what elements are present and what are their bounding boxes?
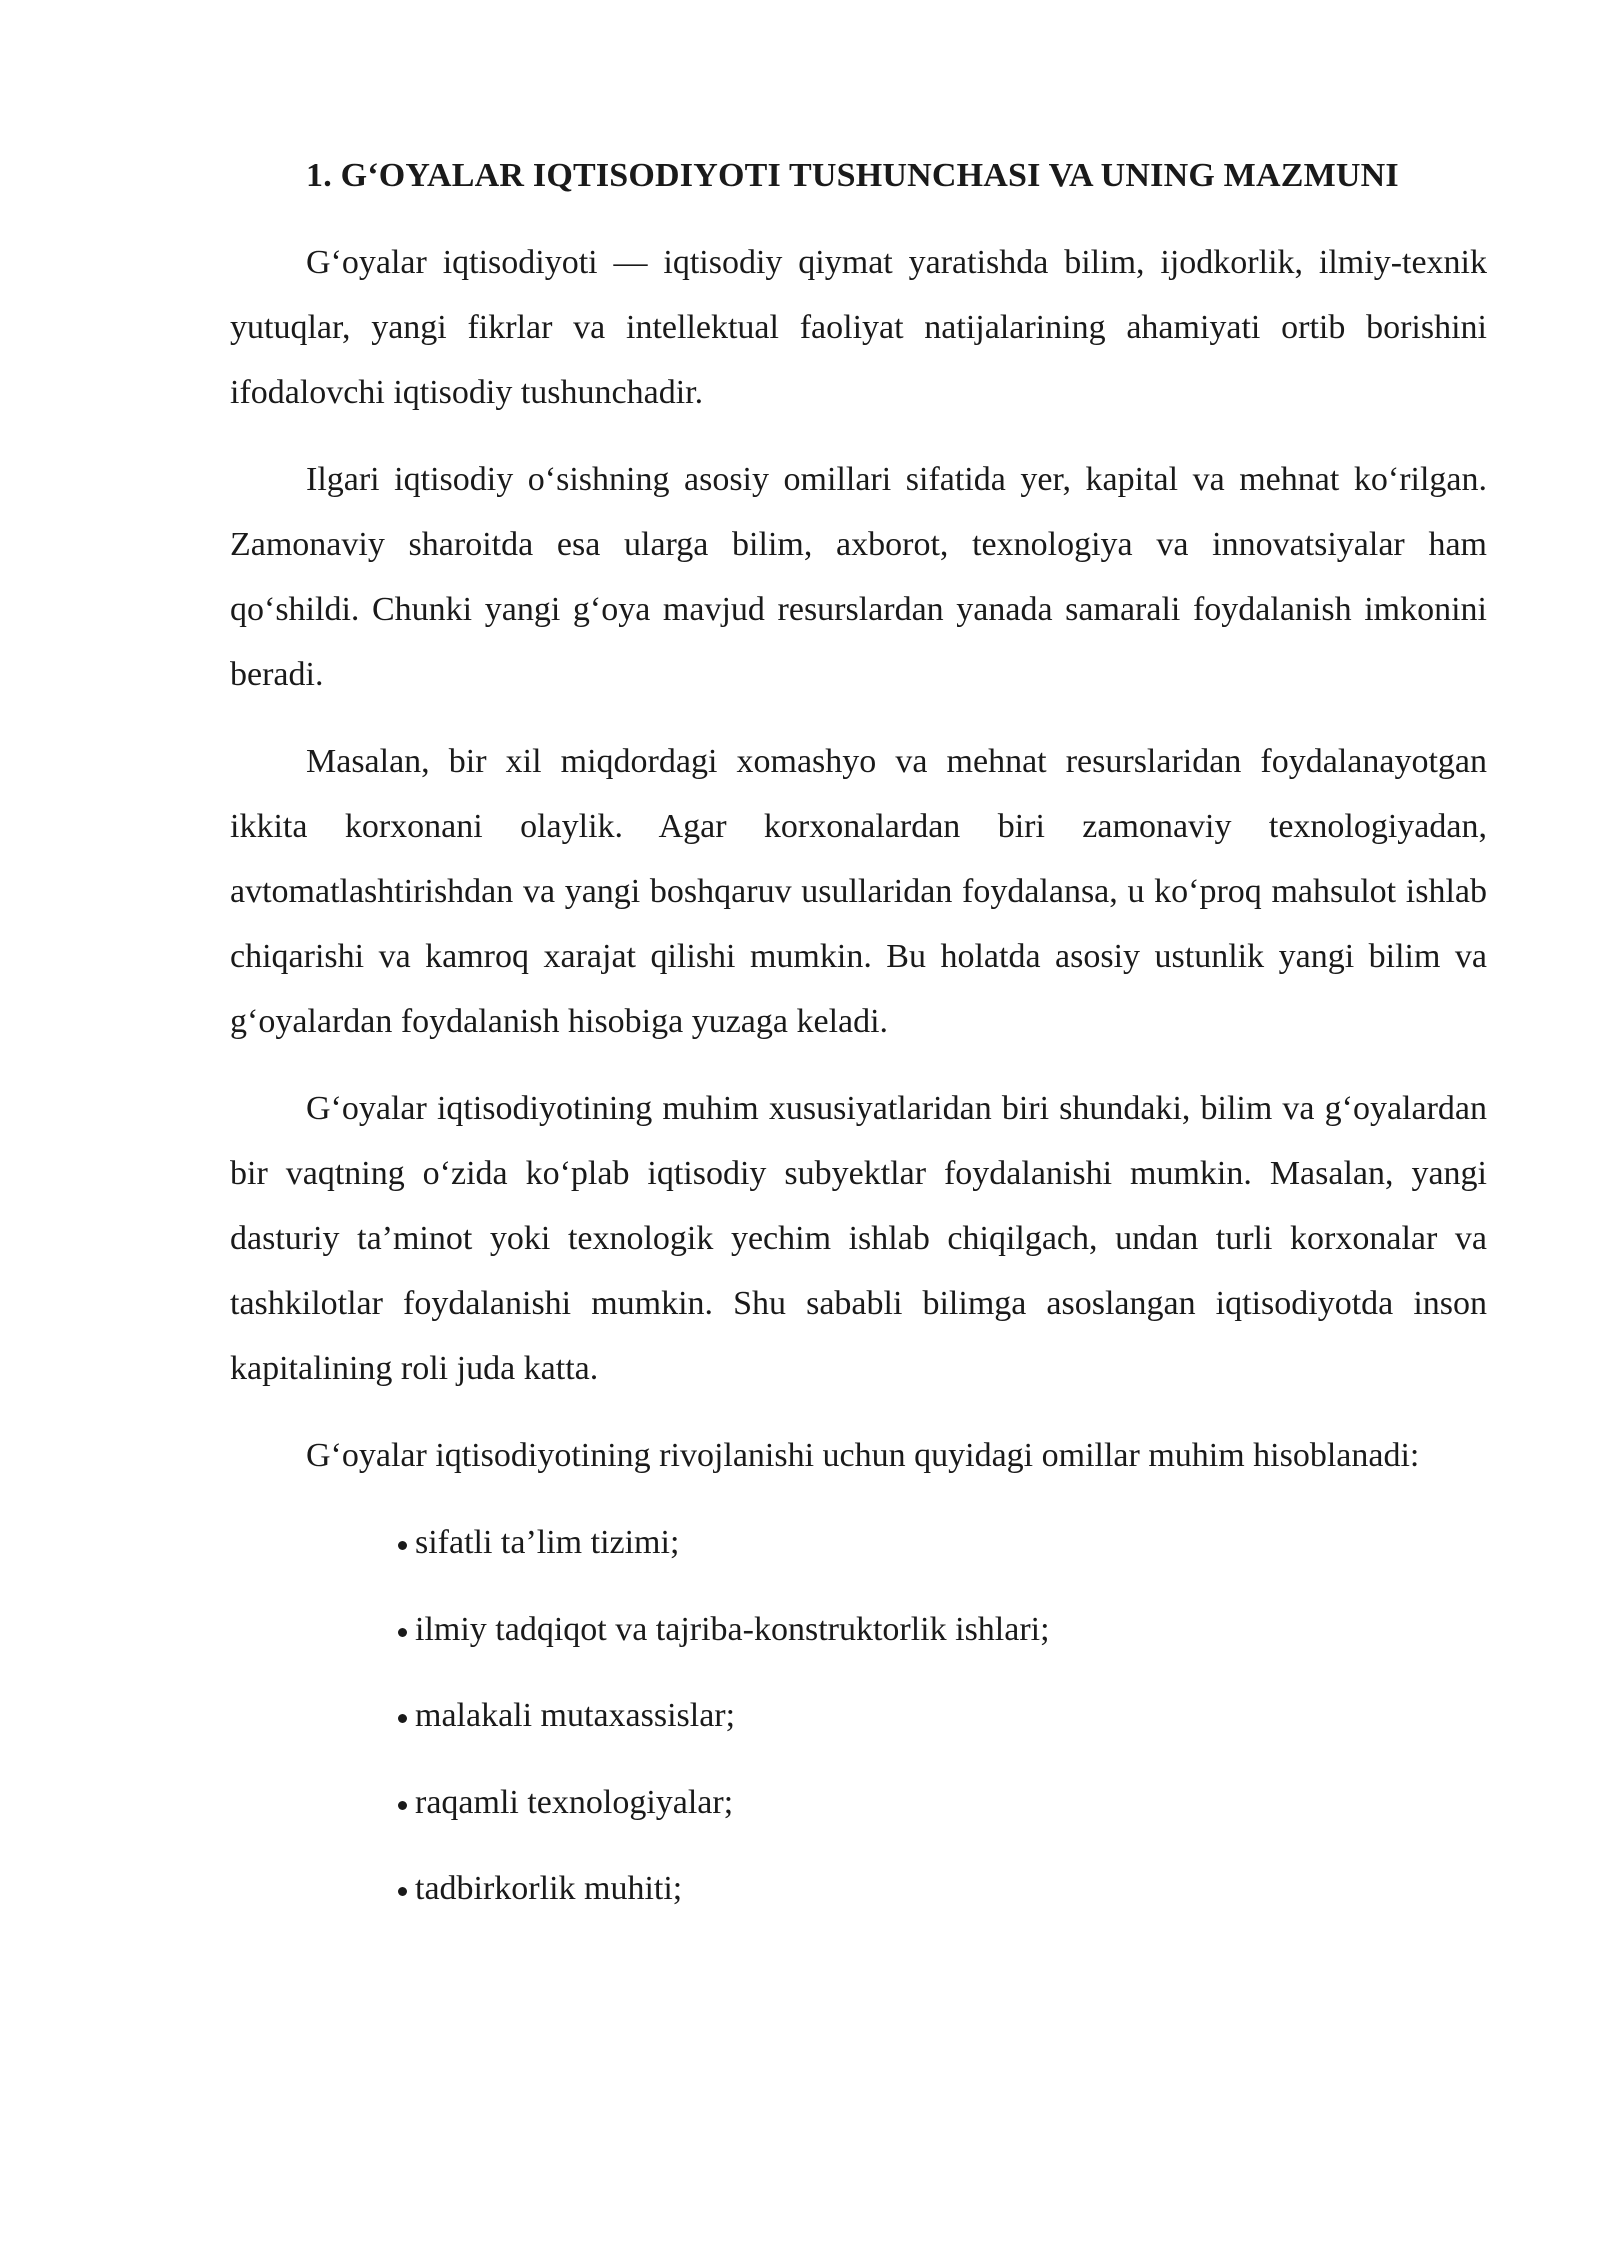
paragraph-list-intro: G‘oyalar iqtisodiyotining rivojlanishi uchun quyidagi omillar muhim hisoblanadi: bbox=[306, 1437, 1420, 1474]
document-page bbox=[230, 143, 1487, 1943]
list-item bbox=[398, 1683, 1487, 1748]
paragraph-definition: G‘oyalar iqtisodiyoti — iqtisodiy qiymat yaratishda bilim, ijodkorlik, ilmiy-texnik yutuqlar, yangi fikrlar va intellektual faoliyat natijalarining ahamiyati ortib borishini ifodalovchi iqtisodiy tushunchadir. bbox=[230, 244, 1487, 411]
list-item bbox=[398, 1510, 1487, 1575]
list-item bbox=[398, 1770, 1487, 1835]
list-item bbox=[398, 1856, 1487, 1921]
paragraph-shared-knowledge: G‘oyalar iqtisodiyotining muhim xususiyatlaridan biri shundaki, bilim va g‘oyalardan bir vaqtning o‘zida ko‘plab iqtisodiy subyektlar foydalanishi mumkin. Masalan, yangi dasturiy ta’minot yoki texnologik yechim ishlab chiqilgach, undan turli korxonalar va tashkilotlar foydalanishi mumkin. Shu sababli bilimga asoslangan iqtisodiyotda inson kapitalining roli juda katta. bbox=[230, 1090, 1487, 1387]
list-item-text: tadbirkorlik muhiti; bbox=[415, 1870, 683, 1907]
list-item-text: malakali mutaxassislar; bbox=[415, 1697, 736, 1734]
bullet-icon bbox=[398, 1887, 407, 1896]
list-item-text: ilmiy tadqiqot va tajriba-konstruktorlik ishlari; bbox=[415, 1610, 1050, 1648]
section-heading: 1. G‘OYALAR IQTISODIYOTI TUSHUNCHASI VA UNING MAZMUNI bbox=[306, 157, 1399, 194]
factor-list bbox=[230, 1510, 1487, 1921]
bullet-icon bbox=[398, 1541, 407, 1550]
list-item bbox=[398, 1597, 1487, 1662]
bullet-icon bbox=[398, 1801, 407, 1810]
bullet-icon bbox=[398, 1714, 407, 1723]
paragraph-growth-factors: Ilgari iqtisodiy o‘sishning asosiy omillari sifatida yer, kapital va mehnat ko‘rilgan. Zamonaviy sharoitda esa ularga bilim, axborot, texnologiya va innovatsiyalar ham qo‘shildi. Chunki yangi g‘oya mavjud resurslardan yanada samarali foydalanish imkonini beradi. bbox=[230, 461, 1487, 693]
paragraph-example: Masalan, bir xil miqdordagi xomashyo va mehnat resurslaridan foydalanayotgan ikkita korxonani olaylik. Agar korxonalardan biri zamonaviy texnologiyadan, avtomatlashtirishdan va yangi boshqaruv usullaridan foydalansa, u ko‘proq mahsulot ishlab chiqarishi va kamroq xarajat qilishi mumkin. Bu holatda asosiy ustunlik yangi bilim va g‘oyalardan foydalanish hisobiga yuzaga keladi. bbox=[230, 743, 1487, 1040]
bullet-icon bbox=[398, 1628, 407, 1637]
list-item-text: sifatli ta’lim tizimi; bbox=[415, 1524, 680, 1561]
list-item-text: raqamli texnologiyalar; bbox=[415, 1783, 734, 1821]
